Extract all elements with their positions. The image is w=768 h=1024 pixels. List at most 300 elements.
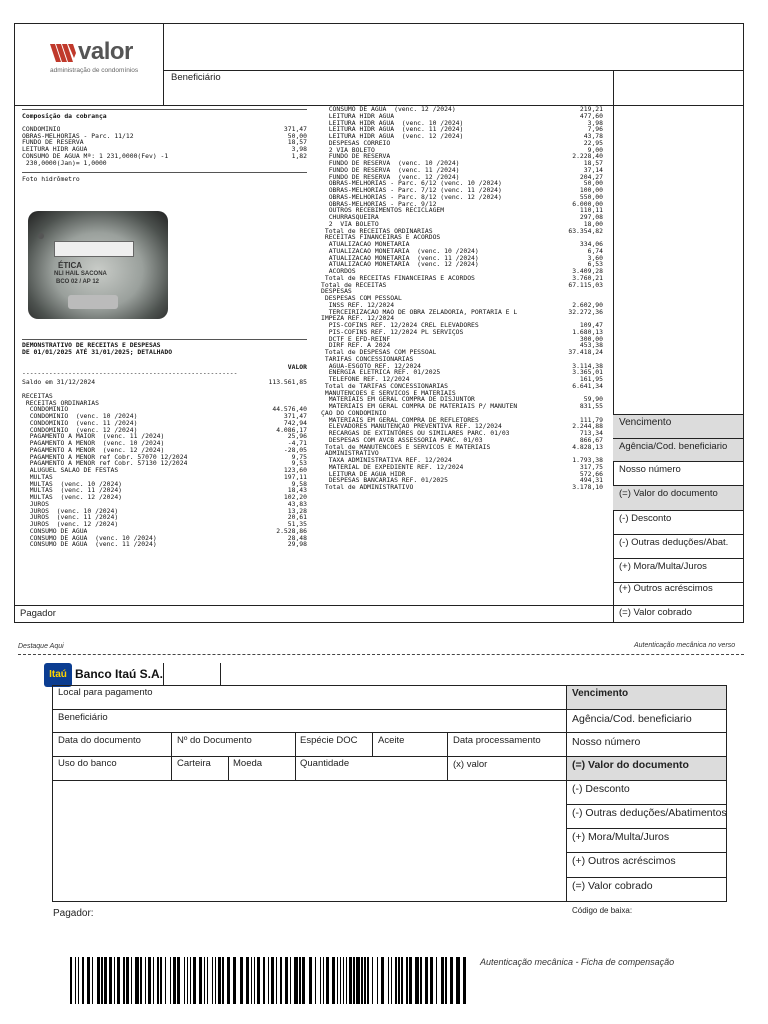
barcode-bar: [294, 957, 297, 1004]
ledger-row: [321, 315, 603, 322]
barcode-bar: [315, 957, 317, 1004]
ledger-row: [321, 471, 603, 478]
itau-logo: Itaú: [44, 663, 72, 687]
barcode-bar: [87, 957, 90, 1004]
barcode-bar: [353, 957, 355, 1004]
x-valor: (x) valor: [453, 759, 488, 770]
ledger-row: [321, 322, 603, 329]
ledger-row-value: 9,53: [291, 459, 307, 468]
ledger-row-label: ÁGUA-ESGOTO REF. 12/2024: [321, 362, 422, 370]
autenticacao-ficha: Autenticação mecânica - Ficha de compensação: [480, 957, 675, 967]
ledger-row: [22, 413, 307, 420]
receitas-label: RECEITAS: [22, 391, 53, 400]
barcode-bar: [463, 957, 466, 1004]
ledger-row: [321, 255, 603, 262]
top-outros-acrescimos: (+) Outros acréscimos: [619, 583, 713, 594]
top-payment-box: [613, 414, 744, 623]
consumo-value: 1,82: [291, 151, 307, 160]
barcode-bar: [70, 957, 72, 1004]
meter-text-1: ÉTICA: [58, 261, 82, 270]
saldo-value: 113.561,85: [268, 378, 307, 386]
ledger-row-label: ACORDOS: [321, 268, 356, 275]
aceite: Aceite: [378, 735, 405, 746]
ledger-row: [321, 241, 603, 248]
barcode-bar: [148, 957, 151, 1004]
ledger-row: [22, 447, 307, 454]
ledger-row-label: DCTF E EFD-REINF: [321, 335, 391, 343]
barcode-bar: [199, 957, 202, 1004]
ledger-row-value: 3,60: [587, 253, 603, 262]
barcode-bar: [114, 957, 116, 1004]
barcode-bar: [165, 957, 167, 1004]
ledger-row: [321, 383, 603, 390]
ledger-row-value: 2.228,40: [572, 152, 603, 161]
slip-pagador: Pagador:: [53, 908, 94, 919]
composicao-item-label: LEITURA HIDR ÁGUA: [22, 146, 88, 153]
ledger-row-label: MANUTENCOES E SERVICOS E MATERIAIS: [321, 389, 456, 397]
ledger-row-label: CHURRASQUEIRA: [321, 214, 379, 221]
ledger-row-label: MATERIAIS EM GERAL COMPRA DE REFLETORES: [321, 416, 479, 424]
barcode-bar: [409, 957, 412, 1004]
ledger-row: [22, 481, 307, 488]
ledger-row-value: 111,79: [579, 415, 603, 424]
ledger-row-value: 197,11: [283, 472, 307, 481]
ledger-row: [321, 437, 603, 444]
barcode-bar: [441, 957, 444, 1004]
ledger-row-value: 3.760,21: [572, 273, 603, 282]
barcode-bar: [173, 957, 176, 1004]
ledger-row-label: JUROS (venc. 10 /2024): [22, 507, 119, 515]
ledger-row-label: ATUALIZACAO MONETARIA (venc. 12 /2024): [321, 261, 479, 268]
slip-mora: (+) Mora/Multa/Juros: [572, 831, 670, 843]
ledger-row: [22, 440, 307, 447]
ledger-row: [22, 420, 307, 427]
ledger-row-value: 866,67: [579, 435, 603, 444]
ledger-row-label: PAGAMENTO A MENOR (venc. 10 /2024): [22, 440, 165, 447]
uso-banco: Uso do banco: [58, 758, 117, 769]
barcode-bar: [240, 957, 243, 1004]
barcode-bar: [104, 957, 107, 1004]
ledger-row-label: JUROS: [22, 500, 49, 508]
autenticacao-verso: Autenticação mecânica no verso: [634, 642, 736, 649]
meter-text-2: NLI HAIL SACONA: [54, 271, 107, 277]
cut-line: [18, 654, 744, 655]
barcode-bar: [349, 957, 352, 1004]
ledger-row-value: 550,00: [579, 192, 603, 201]
ledger-row-label: TAXA ADMINISTRATIVA REF. 12/2024: [321, 457, 452, 464]
barcode-bar: [320, 957, 322, 1004]
barcode-bar: [233, 957, 236, 1004]
barcode-bar: [97, 957, 100, 1004]
ledger-row-label: OBRAS-MELHORIAS - Parc. 7/12 (venc. 11 /2024): [321, 187, 502, 194]
composicao-item-value: 50,00: [287, 131, 307, 140]
ledger-row-label: DIRF REF. A 2024: [321, 342, 391, 349]
ledger-row-label: ENERGIA ELETRICA REF. 01/2025: [321, 369, 441, 376]
ledger-row-label: ALUGUEL SALAO DE FESTAS: [22, 467, 119, 474]
ledger-row-value: 63.354,82: [568, 226, 603, 235]
ledger-row: [321, 234, 603, 241]
valor-header: VALOR: [287, 362, 307, 371]
barcode-bar: [337, 957, 339, 1004]
composicao-item-label: CONDOMINIO: [22, 125, 61, 133]
slip-outras-deducoes: (-) Outras deduções/Abatimentos: [572, 807, 727, 819]
ledger-row-value: 51,35: [287, 520, 307, 528]
ledger-row-label: OBRAS-MELHORIAS - Parc. 6/12 (venc. 10 /2024): [321, 180, 502, 187]
ledger-row: [321, 180, 603, 187]
barcode-bar: [78, 957, 80, 1004]
ledger-row-value: 742,94: [283, 418, 307, 427]
barcode-bar: [364, 957, 366, 1004]
composicao-item-value: 371,47: [283, 124, 307, 133]
barcode-bar: [145, 957, 147, 1004]
ledger-row: [321, 214, 603, 221]
ledger-row-value: 3,98: [587, 118, 603, 127]
ledger-row-value: 297,08: [579, 213, 603, 221]
ledger-row: [321, 302, 603, 309]
ledger-row-label: FUNDO DE RESERVA (venc. 12 /2024): [321, 173, 460, 181]
barcode-bar: [290, 957, 292, 1004]
barcode-bar: [257, 957, 260, 1004]
ledger-row-value: 317,75: [579, 462, 603, 471]
ledger-row-value: 300,00: [579, 334, 603, 343]
ledger-row-value: 477,60: [579, 111, 603, 120]
ledger-row: [321, 336, 603, 343]
barcode-bar: [302, 957, 305, 1004]
barcode-bar: [430, 957, 433, 1004]
ledger-row-label: JUROS (venc. 11 /2024): [22, 514, 119, 521]
ledger-row-label: FUNDO DE RESERVA (venc. 11 /2024): [321, 166, 460, 174]
barcode-bar: [271, 957, 274, 1004]
ledger-row: [22, 508, 307, 515]
ledger-row-label: PAGAMENTO A MENOR (venc. 12 /2024): [22, 446, 165, 454]
barcode-bar: [204, 957, 206, 1004]
local-pagamento: Local para pagamento: [58, 687, 153, 698]
ledger-row: [321, 133, 603, 140]
ledger-row-label: ÇÃO DO CONDOMINIO: [321, 409, 387, 417]
ledger-row-value: 6.000,00: [572, 199, 603, 208]
foto-hidrometro-label: Foto hidrômetro: [22, 175, 80, 184]
ledger-row-value: 110,11: [579, 206, 603, 215]
ledger-row-label: TARIFAS CONCESSIONARIAS: [321, 355, 414, 363]
barcode-bar: [401, 957, 403, 1004]
ledger-row: [321, 282, 603, 289]
barcode-bar: [395, 957, 397, 1004]
demonstrativo-right: [321, 106, 603, 491]
demonstrativo-left: [22, 339, 307, 548]
barcode-bar: [212, 957, 214, 1004]
valor-logo: [48, 40, 158, 78]
barcode-bar: [391, 957, 393, 1004]
barcode-bar: [299, 957, 301, 1004]
barcode-bar: [160, 957, 162, 1004]
ledger-row: [321, 261, 603, 268]
slip-nosso-numero: Nosso número: [572, 736, 641, 748]
ledger-row-value: 1.680,13: [572, 327, 603, 336]
ledger-row-value: 3.409,28: [572, 267, 603, 275]
ledger-row-value: 18,43: [287, 486, 307, 495]
ledger-row-label: ADMINISTRATIVO: [321, 450, 379, 457]
barcode-bar: [367, 957, 369, 1004]
ledger-row: [321, 444, 603, 451]
ledger-row-label: CONSUMO DE AGUA (venc. 12 /2024): [321, 106, 456, 113]
ledger-row: [22, 487, 307, 494]
ledger-row: [22, 433, 307, 440]
composicao-item: [22, 133, 307, 140]
barcode-bar: [246, 957, 249, 1004]
ledger-row: [321, 288, 603, 295]
ledger-row: [321, 464, 603, 471]
demonstrativo-period: DE 01/01/2025 ATÉ 31/01/2025; DETALHADO: [22, 347, 173, 356]
data-documento: Data do documento: [58, 735, 141, 746]
top-outras-deducoes: (-) Outras deduções/Abat.: [619, 537, 729, 548]
ledger-row-value: 3.365,01: [572, 368, 603, 377]
ledger-row: [22, 528, 307, 535]
barcode-bar: [268, 957, 270, 1004]
ledger-row-label: LEITURA HIDR ÁGUA (venc. 11 /2024): [321, 126, 464, 133]
barcode-bar: [170, 957, 172, 1004]
ledger-row-label: LEITURA DE AGUA HIDR: [321, 470, 406, 478]
barcode-bar: [280, 957, 282, 1004]
barcode-bar: [190, 957, 192, 1004]
top-agencia: Agência/Cod. beneficiario: [613, 439, 743, 461]
ledger-row-label: Total de MANUTENCOES E SERVICOS E MATERIAIS: [321, 443, 491, 451]
ledger-row-value: 50,00: [583, 179, 603, 188]
hydrometer-photo: [28, 211, 168, 319]
ledger-row-value: 9,00: [587, 145, 603, 154]
barcode-bar: [420, 957, 422, 1004]
ledger-row-value: 29,98: [287, 540, 307, 549]
destaque-aqui: Destaque Aqui: [18, 643, 64, 650]
ledger-row-label: ATUALIZACAO MONETARIA: [321, 241, 410, 248]
slip-valor-cobrado: (=) Valor cobrado: [572, 880, 653, 892]
barcode-bar: [135, 957, 138, 1004]
barcode-bar: [193, 957, 196, 1004]
ledger-row-value: 67.115,03: [568, 280, 603, 289]
ledger-row-label: LEITURA HIDR ÁGUA (venc. 10 /2024): [321, 119, 464, 127]
ledger-row-value: 22,95: [583, 138, 603, 147]
ledger-row-value: 18,57: [583, 159, 603, 167]
composicao-section: [22, 109, 307, 183]
ledger-row: [321, 430, 603, 437]
logo-text: valor: [78, 38, 133, 65]
ledger-row-value: 9,75: [291, 452, 307, 461]
ledger-row-label: OUTROS RECEBIMENTOS RECICLAGEM: [321, 207, 445, 214]
ledger-row: [321, 228, 603, 235]
barcode-bar: [332, 957, 335, 1004]
ledger-row-value: 2.528,86: [276, 526, 307, 535]
ledger-row-value: 3.114,38: [572, 361, 603, 370]
ledger-row-value: 18,00: [583, 219, 603, 228]
barcode-bar: [207, 957, 209, 1004]
ledger-row: [321, 167, 603, 174]
ledger-row: [22, 474, 307, 481]
ledger-row: [321, 120, 603, 127]
ledger-row: [321, 349, 603, 356]
ledger-row-label: INSS REF. 12/2024: [321, 301, 395, 309]
top-mora: (+) Mora/Multa/Juros: [619, 561, 707, 572]
ledger-row-value: 6.641,34: [572, 381, 603, 390]
composicao-title: Composição da cobrança: [22, 112, 107, 120]
ledger-row-label: PAGAMENTO A MENOR ref Cobr. 57130 12/2024: [22, 460, 188, 467]
ledger-row-label: DESPESAS BANCARIAS REF. 01/2025: [321, 477, 448, 484]
consumo-line: CONSUMO DE AGUA Mª: 1 231,0000(Fev) -1: [22, 152, 169, 160]
ledger-row-label: OBRAS-MELHORIAS - Parc. 9/12: [321, 200, 437, 208]
barcode-bar: [456, 957, 459, 1004]
barcode-bar: [153, 957, 155, 1004]
valor-logo-icon: [48, 42, 78, 66]
ledger-row-value: 7,96: [587, 125, 603, 134]
ledger-row-label: ATUALIZACAO MONETARIA (venc. 10 /2024): [321, 247, 479, 255]
barcode-bar: [425, 957, 428, 1004]
ledger-row: [321, 329, 603, 336]
ledger-row: [321, 363, 603, 370]
ledger-row: [321, 106, 603, 113]
ledger-row-label: ELEVADORES MANUTENÇÃO PREVENTIVA REF. 12/2024: [321, 423, 502, 430]
barcode-bar: [276, 957, 278, 1004]
barcode-bar: [381, 957, 384, 1004]
ledger-row-label: MULTAS: [22, 473, 53, 481]
ledger-row: [22, 494, 307, 501]
ledger-row-label: DESPESAS: [321, 288, 352, 295]
ledger-row-label: 2 VIA BOLETO: [321, 146, 375, 154]
beneficiario-label: Beneficiário: [171, 72, 221, 83]
ledger-row-value: 713,34: [579, 429, 603, 437]
especie-doc: Espécie DOC: [300, 735, 358, 746]
ledger-row-value: 371,47: [283, 412, 307, 420]
ledger-row-value: 102,20: [283, 493, 307, 501]
composicao-item: [22, 146, 307, 153]
ledger-row: [22, 541, 307, 548]
ledger-row-label: MULTAS (venc. 10 /2024): [22, 480, 123, 488]
ledger-row: [321, 174, 603, 181]
ledger-row-value: 453,38: [579, 341, 603, 350]
ledger-row: [22, 406, 307, 413]
ledger-row-label: Total de RECEITAS: [321, 281, 387, 289]
barcode-bar: [187, 957, 189, 1004]
ledger-row-value: 3.178,10: [572, 483, 603, 491]
ledger-row-label: CONSUMO DE AGUA (venc. 10 /2024): [22, 534, 157, 542]
ledger-row-label: TERCEIRIZACAO MAO DE OBRA ZELADORIA, PORTARIA E L: [321, 308, 518, 316]
ledger-row: [321, 417, 603, 424]
ledger-row-label: JUROS (venc. 12 /2024): [22, 521, 119, 528]
barcode: [70, 957, 466, 1004]
ledger-row: [321, 275, 603, 282]
ledger-row-label: MATERIAIS EM GERAL COMPRA DE MATERIAIS P/ MANUTEN: [321, 403, 518, 410]
composicao-item-label: FUNDO DE RESERVA: [22, 139, 84, 146]
ledger-row: [321, 295, 603, 302]
ledger-row-value: 25,96: [287, 432, 307, 441]
ledger-row: [321, 396, 603, 403]
ledger-row: [22, 535, 307, 542]
consumo-line2: 230,0000(Jan)= 1,0000: [22, 158, 107, 167]
composicao-item-label: OBRAS-MELHORIAS - Parc. 11/12: [22, 132, 134, 140]
barcode-bar: [263, 957, 265, 1004]
barcode-bar: [343, 957, 345, 1004]
ledger-row-value: 37.418,24: [568, 348, 603, 356]
barcode-bar: [436, 957, 438, 1004]
ledger-row: [321, 484, 603, 491]
ledger-row-value: 4.828,13: [572, 442, 603, 451]
ledger-row-value: 109,47: [579, 321, 603, 329]
top-valor-cobrado: (=) Valor cobrado: [619, 607, 692, 618]
ledger-row-label: Total de TARIFAS CONCESSIONARIAS: [321, 382, 448, 390]
ledger-row-label: CONSUMO DE AGUA: [22, 527, 88, 535]
barcode-bar: [215, 957, 217, 1004]
barcode-bar: [372, 957, 374, 1004]
ledger-row-value: 161,95: [579, 375, 603, 383]
ledger-row: [22, 427, 307, 434]
top-vencimento: Vencimento: [613, 414, 743, 438]
top-nosso-numero: Nosso número: [619, 464, 681, 475]
ledger-row-label: 2 VIA BOLETO: [321, 220, 379, 228]
ledger-row: [321, 342, 603, 349]
barcode-bar: [177, 957, 180, 1004]
barcode-bar: [82, 957, 84, 1004]
moeda: Moeda: [233, 758, 263, 769]
ledger-row-value: 44.576,40: [272, 405, 307, 414]
barcode-bar: [75, 957, 77, 1004]
demonstrativo-title: DEMONSTRATIVO DE RECEITAS E DESPESAS: [22, 341, 161, 349]
ledger-row-label: LEITURA HIDR ÁGUA (venc. 12 /2024): [321, 133, 464, 140]
ledger-row: [22, 467, 307, 474]
ledger-row-value: 219,21: [579, 105, 603, 113]
ledger-row-value: 4.086,17: [276, 425, 307, 434]
ledger-row-value: 334,06: [579, 240, 603, 248]
barcode-bar: [450, 957, 453, 1004]
barcode-bar: [117, 957, 120, 1004]
ledger-row: [22, 521, 307, 528]
ledger-row: [321, 268, 603, 275]
barcode-bar: [123, 957, 125, 1004]
barcode-bar: [346, 957, 348, 1004]
ledger-row-value: 43,78: [583, 132, 603, 140]
data-processamento: Data processamento: [453, 735, 541, 746]
barcode-bar: [377, 957, 379, 1004]
ledger-row-value: 831,55: [579, 402, 603, 410]
ledger-row-value: 1.793,38: [572, 456, 603, 464]
barcode-bar: [356, 957, 359, 1004]
carteira: Carteira: [177, 758, 211, 769]
top-valor-documento: (=) Valor do documento: [613, 486, 743, 510]
barcode-bar: [361, 957, 363, 1004]
barcode-bar: [326, 957, 329, 1004]
ledger-row-value: 2.602,90: [572, 300, 603, 309]
saldo-label: Saldo em 31/12/2024: [22, 379, 96, 386]
ledger-row-label: PAGAMENTO A MAIOR (venc. 11 /2024): [22, 433, 165, 440]
ledger-row-label: CONDOMINIO (venc. 10 /2024): [22, 413, 138, 420]
barcode-bar: [251, 957, 253, 1004]
ledger-row: [22, 514, 307, 521]
ledger-row-value: -4,71: [287, 439, 307, 447]
ledger-row-value: 37,14: [583, 165, 603, 174]
ledger-row-value: 43,83: [287, 499, 307, 508]
ledger-row-value: 6,74: [587, 246, 603, 255]
ledger-row: [321, 160, 603, 167]
ledger-row: [321, 309, 603, 316]
ledger-row: [22, 454, 307, 461]
barcode-bar: [340, 957, 342, 1004]
slip-desconto: (-) Desconto: [572, 783, 630, 795]
ledger-row: [321, 140, 603, 147]
ledger-row: [321, 248, 603, 255]
ledger-row: [22, 501, 307, 508]
slip-outros-acrescimos: (+) Outros acréscimos: [572, 855, 676, 867]
barcode-bar: [92, 957, 94, 1004]
ledger-row-label: RECEITAS FINANCEIRAS E ACORDOS: [321, 234, 441, 241]
ledger-row-label: MATERIAIS EM GERAL COMPRA DE DISJUNTOR: [321, 396, 475, 403]
barcode-bar: [406, 957, 408, 1004]
ledger-row: [321, 450, 603, 457]
